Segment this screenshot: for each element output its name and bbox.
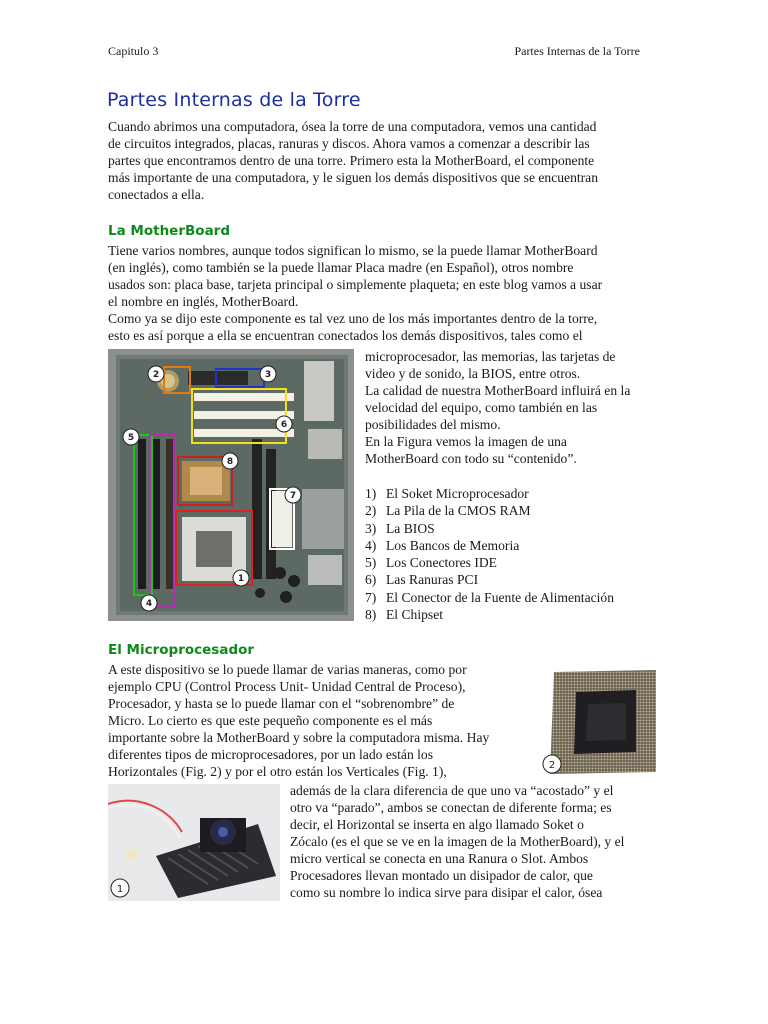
list-number: 6) xyxy=(365,572,377,588)
intro-line: Cuando abrimos una computadora, ósea la torre de una computadora, vemos una cantidad xyxy=(108,119,597,134)
micro-line: Procesador, y hasta se lo puede llamar con el “sobrenombre” de xyxy=(108,696,455,711)
list-label: El Soket Microprocesador xyxy=(386,486,529,501)
fig2-label: 2 xyxy=(548,760,556,771)
mobo-badge-4: 4 xyxy=(145,599,153,609)
list-label: La Pila de la CMOS RAM xyxy=(386,503,531,519)
mobo-badge-7: 7 xyxy=(289,491,297,501)
side-line: velocidad del equipo, como también en las xyxy=(365,400,598,415)
micro-line: micro vertical se conecta en una Ranura o Slot. Ambos xyxy=(290,851,589,866)
list-item xyxy=(365,571,614,588)
motherboard-side-text xyxy=(365,348,661,467)
motherboard-figure xyxy=(108,349,354,621)
motherboard-paragraph xyxy=(108,242,661,344)
intro-paragraph xyxy=(108,118,661,203)
micro-line: Micro. Lo cierto es que este pequeño componente es el más xyxy=(108,713,433,728)
motherboard-line: Tiene varios nombres, aunque todos significan lo mismo, se la puede llamar MotherBoard xyxy=(108,243,598,258)
mobo-badge-3: 3 xyxy=(264,370,272,380)
micro-line: decir, el Horizontal se inserta en algo llamado Soket o xyxy=(290,817,584,832)
list-number: 3) xyxy=(365,520,377,536)
list-item xyxy=(365,537,614,554)
cpu-figure xyxy=(540,668,658,776)
motherboard-line: el nombre en inglés, MotherBoard. xyxy=(108,294,299,309)
list-label: Los Conectores IDE xyxy=(386,555,497,571)
side-line: En la Figura vemos la imagen de una xyxy=(365,434,567,449)
components-list xyxy=(365,485,614,623)
mobo-badge-5: 5 xyxy=(127,433,135,443)
list-number: 2) xyxy=(365,503,377,519)
micro-line: Horizontales (Fig. 2) y por el otro están los Verticales (Fig. 1), xyxy=(108,764,447,779)
page-title: Partes Internas de la Torre xyxy=(107,89,361,111)
list-number: 1) xyxy=(365,486,377,501)
fig1-label: 1 xyxy=(116,884,124,895)
mobo-badge-2: 2 xyxy=(152,370,160,380)
micro-line: ejemplo CPU (Control Process Unit- Unidad Central de Proceso), xyxy=(108,679,466,694)
list-number: 4) xyxy=(365,537,377,553)
micro-line: además de la clara diferencia de que uno va “acostado” y el xyxy=(290,783,614,798)
micro-line: Procesadores llevan montado un disipador de calor, que xyxy=(290,868,593,883)
motherboard-line: esto es así porque a ella se encuentran conectados los demás dispositivos, tales como el xyxy=(108,328,583,343)
list-label: Los Bancos de Memoria xyxy=(386,537,520,553)
list-item xyxy=(365,606,614,623)
micro-line: como su nombre lo indica sirve para disipar el calor, ósea xyxy=(290,885,603,900)
intro-line: de circuitos integrados, placas, ranuras y discos. Ahora vamos a comenzar a describir las xyxy=(108,136,590,151)
micro-line: importante sobre la MotherBoard y sobre la computadora misma. Hay xyxy=(108,730,490,745)
list-number: 8) xyxy=(365,607,377,623)
side-line: posibilidades del mismo. xyxy=(365,417,501,432)
side-line: MotherBoard con todo su “contenido”. xyxy=(365,451,577,466)
list-label: El Conector de la Fuente de Alimentación xyxy=(386,589,615,605)
mobo-badge-1: 1 xyxy=(237,574,245,584)
list-item xyxy=(365,554,614,571)
list-label: El Chipset xyxy=(386,607,444,623)
intro-line: partes que encontramos dentro de una torre. Primero esta la MotherBoard, el componente xyxy=(108,153,595,168)
list-item xyxy=(365,589,614,606)
header-section: Partes Internas de la Torre xyxy=(514,44,640,58)
intro-line: conectados a ella. xyxy=(108,187,205,202)
motherboard-heading: La MotherBoard xyxy=(108,223,230,239)
micro-line: Zócalo (es el que se ve en la imagen de la MotherBoard), y el xyxy=(290,834,625,849)
side-line: microprocesador, las memorias, las tarjetas de xyxy=(365,349,616,364)
side-line: La calidad de nuestra MotherBoard influirá en la xyxy=(365,383,631,398)
list-label: Las Ranuras PCI xyxy=(386,572,479,588)
list-label: La BIOS xyxy=(386,520,435,536)
microprocessor-paragraph-bottom xyxy=(290,782,661,901)
list-item xyxy=(365,520,614,537)
list-item xyxy=(365,485,614,502)
microprocessor-paragraph-top xyxy=(108,661,531,780)
micro-line: otro va “parado”, ambos se conectan de diferente forma; es xyxy=(290,800,612,815)
micro-line: diferentes tipos de microprocesadores, por un lado están los xyxy=(108,747,434,762)
list-number: 5) xyxy=(365,555,377,571)
list-item xyxy=(365,502,614,519)
header-chapter: Capitulo 3 xyxy=(108,44,159,58)
motherboard-line: (en inglés), como también se la puede llamar Placa madre (en Español), otros nombre xyxy=(108,260,574,275)
intro-line: más importante de una computadora, y le siguen los demás dispositivos que se encuentran xyxy=(108,170,599,185)
side-line: video y de sonido, la BIOS, entre otros. xyxy=(365,366,581,381)
motherboard-line: usados son: placa base, tarjeta principal o simplemente plaqueta; en este blog vamos a usar xyxy=(108,277,603,292)
motherboard-line: Como ya se dijo este componente es tal vez uno de los más importantes dentro de la torre, xyxy=(108,311,598,326)
list-number: 7) xyxy=(365,589,377,605)
microprocessor-heading: El Microprocesador xyxy=(108,642,255,658)
mobo-badge-8: 8 xyxy=(226,457,234,467)
mobo-badge-6: 6 xyxy=(280,420,288,430)
micro-line: A este dispositivo se lo puede llamar de varias maneras, como por xyxy=(108,662,467,677)
processor-fan-figure xyxy=(108,784,280,901)
